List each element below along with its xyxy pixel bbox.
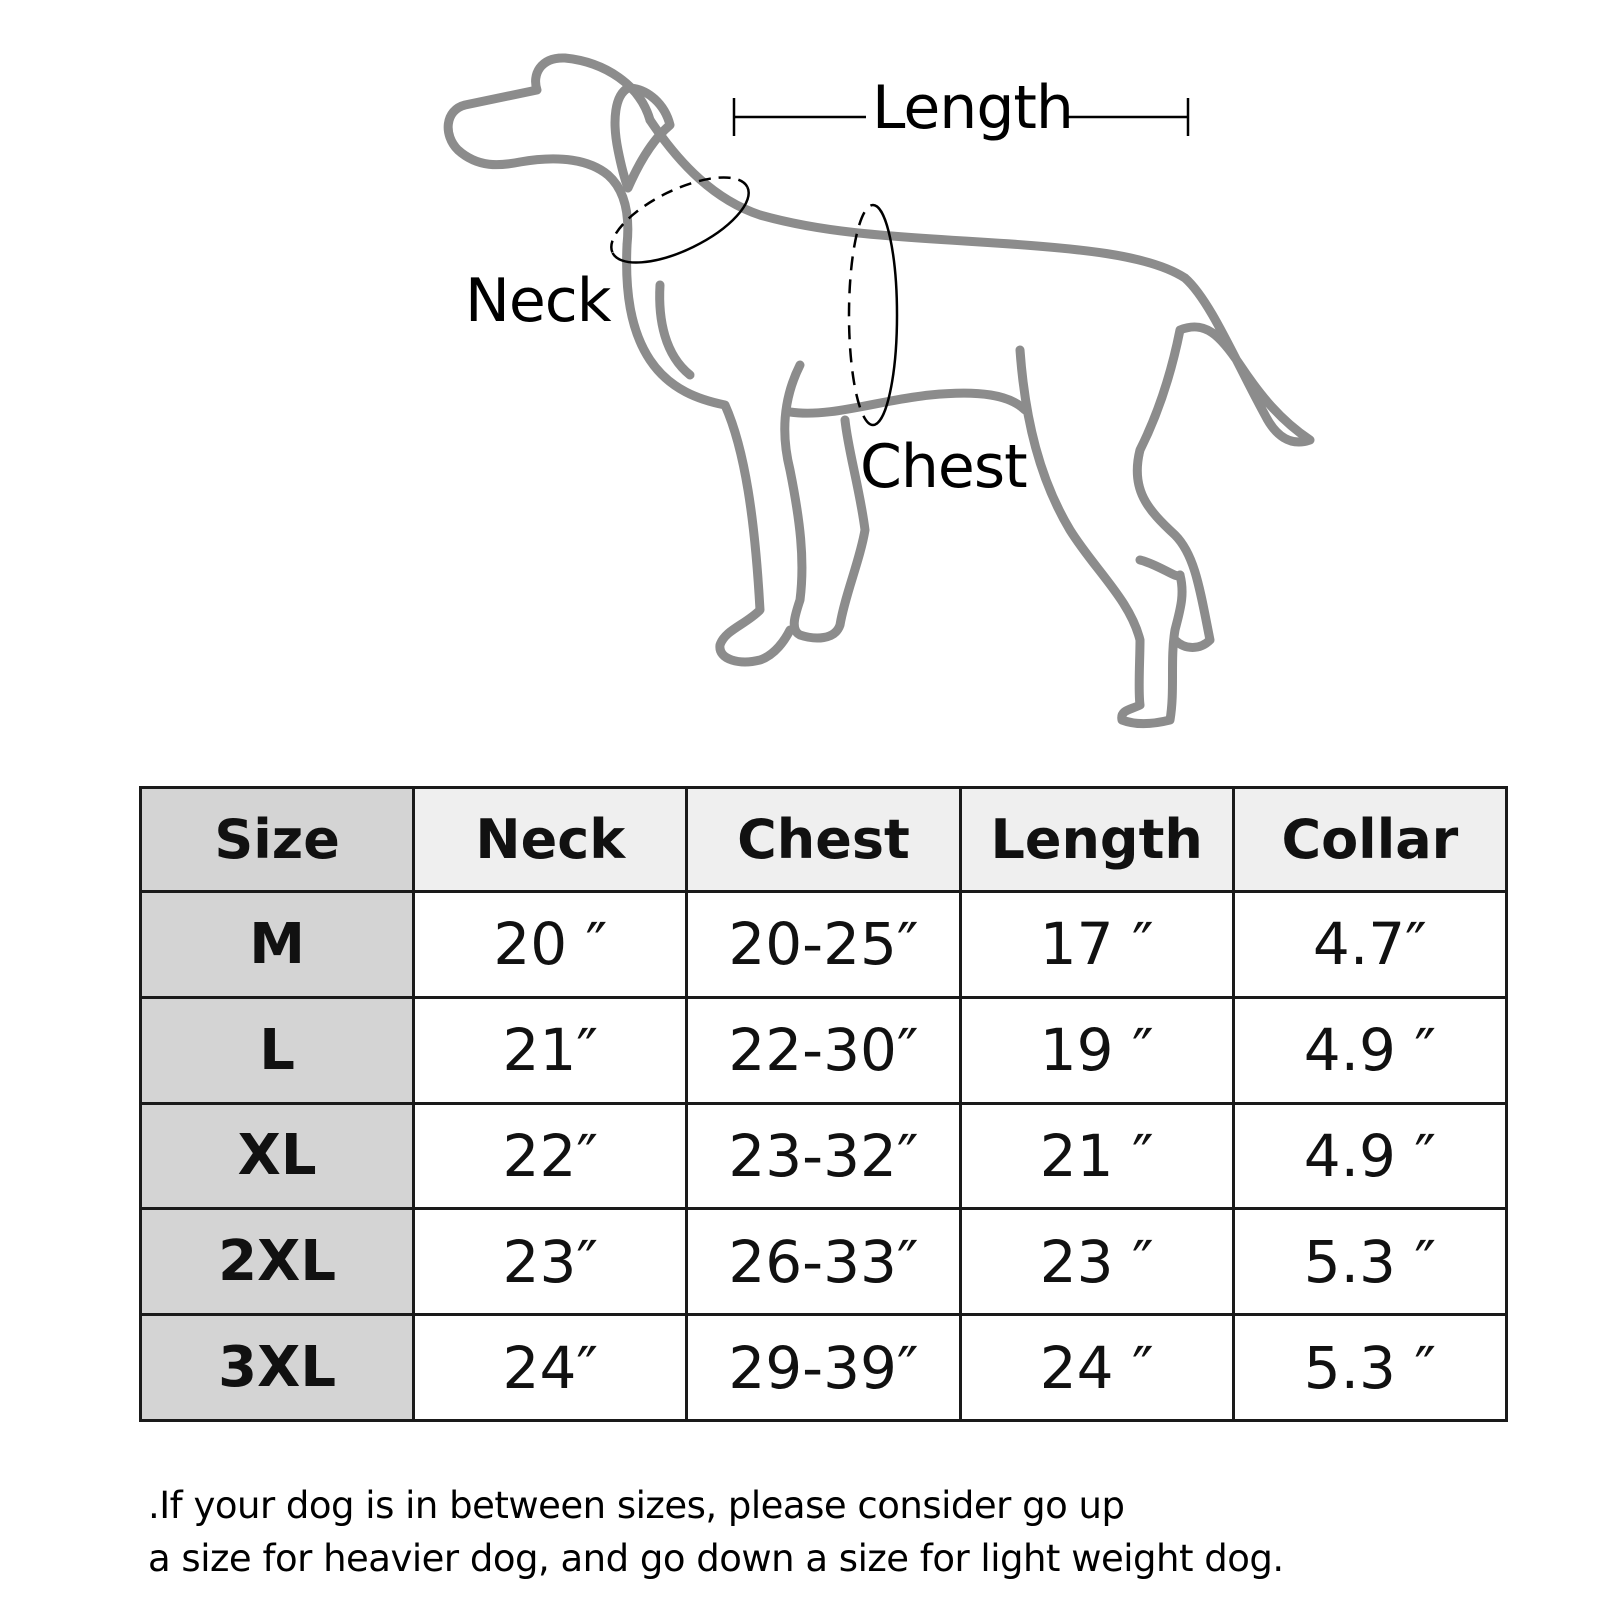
collar-cell: 5.3 ″ bbox=[1233, 1315, 1506, 1421]
chest-cell: 23-32″ bbox=[687, 1103, 960, 1209]
neck-cell: 23″ bbox=[414, 1209, 687, 1315]
sizing-note-line-2: a size for heavier dog, and go down a size for light weight dog. bbox=[148, 1537, 1284, 1580]
collar-cell: 5.3 ″ bbox=[1233, 1209, 1506, 1315]
neck-cell: 21″ bbox=[414, 997, 687, 1103]
header-size: Size bbox=[141, 788, 414, 892]
header-collar: Collar bbox=[1233, 788, 1506, 892]
neck-cell: 22″ bbox=[414, 1103, 687, 1209]
dog-chest-outline bbox=[627, 245, 790, 662]
length-cell: 19 ″ bbox=[960, 997, 1233, 1103]
neck-cell: 24″ bbox=[414, 1315, 687, 1421]
header-neck: Neck bbox=[414, 788, 687, 892]
size-chart-table bbox=[139, 786, 1508, 1422]
table-row bbox=[141, 1209, 1507, 1315]
collar-cell: 4.7″ bbox=[1233, 892, 1506, 998]
length-label: Length bbox=[872, 73, 1073, 143]
table-row bbox=[141, 997, 1507, 1103]
table-row bbox=[141, 1315, 1507, 1421]
length-cell: 24 ″ bbox=[960, 1315, 1233, 1421]
neck-label: Neck bbox=[465, 266, 611, 336]
table-header-row bbox=[141, 788, 1507, 892]
size-cell: XL bbox=[141, 1103, 414, 1209]
sizing-note-line-1: .If your dog is in between sizes, please consider go up bbox=[148, 1484, 1125, 1527]
table-row bbox=[141, 892, 1507, 998]
header-length: Length bbox=[960, 788, 1233, 892]
size-cell: L bbox=[141, 997, 414, 1103]
size-cell: 2XL bbox=[141, 1209, 414, 1315]
table-row bbox=[141, 1103, 1507, 1209]
header-chest: Chest bbox=[687, 788, 960, 892]
length-cell: 21 ″ bbox=[960, 1103, 1233, 1209]
size-cell: 3XL bbox=[141, 1315, 414, 1421]
size-cell: M bbox=[141, 892, 414, 998]
dog-belly-outline bbox=[790, 393, 1025, 413]
collar-cell: 4.9 ″ bbox=[1233, 997, 1506, 1103]
chest-cell: 22-30″ bbox=[687, 997, 960, 1103]
neck-cell: 20 ″ bbox=[414, 892, 687, 998]
dog-inner-chest-outline bbox=[660, 285, 690, 375]
dog-inner-hind-leg-outline bbox=[1140, 560, 1180, 576]
chest-label: Chest bbox=[860, 432, 1027, 502]
dog-measurement-diagram bbox=[0, 0, 1601, 740]
length-cell: 23 ″ bbox=[960, 1209, 1233, 1315]
collar-cell: 4.9 ″ bbox=[1233, 1103, 1506, 1209]
chest-cell: 29-39″ bbox=[687, 1315, 960, 1421]
chest-cell: 26-33″ bbox=[687, 1209, 960, 1315]
length-cell: 17 ″ bbox=[960, 892, 1233, 998]
chest-cell: 20-25″ bbox=[687, 892, 960, 998]
dog-outline-svg bbox=[0, 0, 1601, 740]
